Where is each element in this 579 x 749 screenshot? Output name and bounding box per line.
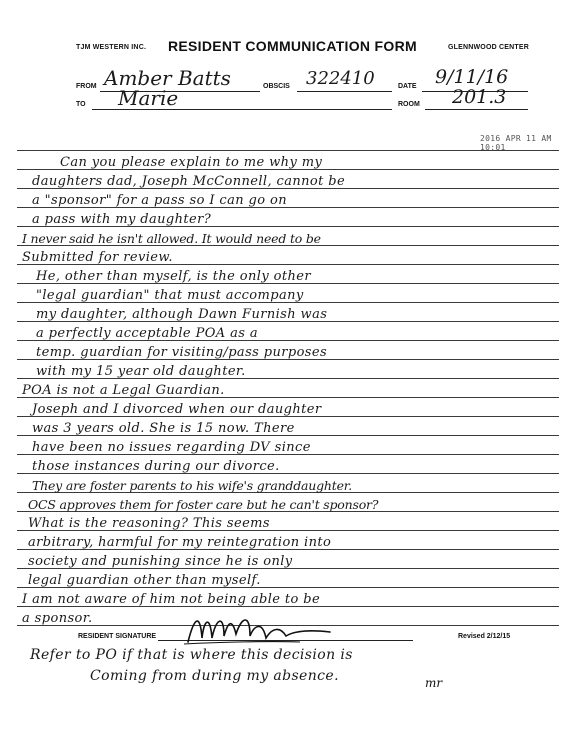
body-line-22: society and punishing since he is only (28, 554, 293, 569)
body-line-14: Joseph and I divorced when our daughter (32, 402, 322, 417)
obscis-value[interactable]: 322410 (306, 68, 375, 89)
body-line-3: a "sponsor" for a pass so I can go on (32, 193, 288, 208)
handwritten-signature (180, 608, 350, 648)
body-line-18: They are foster parents to his wife's granddaughter. (32, 478, 352, 493)
received-stamp: 2016 APR 11 AM 10:01 (480, 134, 552, 152)
room-line (425, 109, 528, 110)
staff-initials: mr (425, 676, 443, 690)
org-left: TJM WESTERN INC. (76, 44, 147, 51)
body-line-6: Submitted for review. (22, 250, 173, 265)
reply-line-2: Coming from during my absence. (90, 668, 339, 684)
body-line-20: What is the reasoning? This seems (28, 516, 270, 531)
body-line-12: with my 15 year old daughter. (36, 364, 246, 379)
room-label: ROOM (398, 101, 420, 108)
body-line-23: legal guardian other than myself. (28, 573, 261, 588)
obscis-label: OBSCIS (263, 83, 290, 90)
body-line-10: a perfectly acceptable POA as a (36, 326, 258, 341)
date-value[interactable]: 9/11/16 (435, 66, 509, 88)
room-value[interactable]: 201.3 (452, 86, 507, 108)
body-line-19: OCS approves them for foster care but he can't sponsor? (28, 497, 379, 512)
body-line-5: I never said he isn't allowed. It would need to be (22, 231, 321, 246)
org-right: GLENNWOOD CENTER (448, 44, 529, 51)
body-line-13: POA is not a Legal Guardian. (22, 383, 225, 398)
to-label: TO (76, 101, 86, 108)
obscis-line (297, 91, 392, 92)
to-value[interactable]: Marie (118, 86, 179, 110)
body-line-17: those instances during our divorce. (32, 459, 280, 474)
body-line-11: temp. guardian for visiting/pass purposes (36, 345, 328, 360)
body-line-9: my daughter, although Dawn Furnish was (36, 307, 328, 322)
revised-date: Revised 2/12/15 (458, 633, 511, 640)
from-value[interactable]: Amber Batts (104, 66, 231, 90)
body-line-15: was 3 years old. She is 15 now. There (32, 421, 295, 436)
body-line-7: He, other than myself, is the only other (36, 269, 311, 284)
body-line-1: Can you please explain to me why my (60, 155, 323, 170)
ruled-line (17, 150, 559, 151)
form-title: RESIDENT COMMUNICATION FORM (168, 38, 417, 54)
body-line-16: have been no issues regarding DV since (32, 440, 311, 455)
body-line-21: arbitrary, harmful for my reintegration into (28, 535, 332, 550)
from-label: FROM (76, 83, 97, 90)
body-line-25: a sponsor. (22, 611, 93, 626)
body-line-8: "legal guardian" that must accompany (36, 288, 304, 303)
body-line-2: daughters dad, Joseph McConnell, cannot be (32, 174, 346, 189)
date-label: DATE (398, 83, 417, 90)
resident-signature-label: RESIDENT SIGNATURE (78, 633, 157, 640)
reply-line-1: Refer to PO if that is where this decision is (30, 647, 353, 663)
body-line-4: a pass with my daughter? (32, 212, 212, 227)
body-line-24: I am not aware of him not being able to be (22, 592, 321, 607)
